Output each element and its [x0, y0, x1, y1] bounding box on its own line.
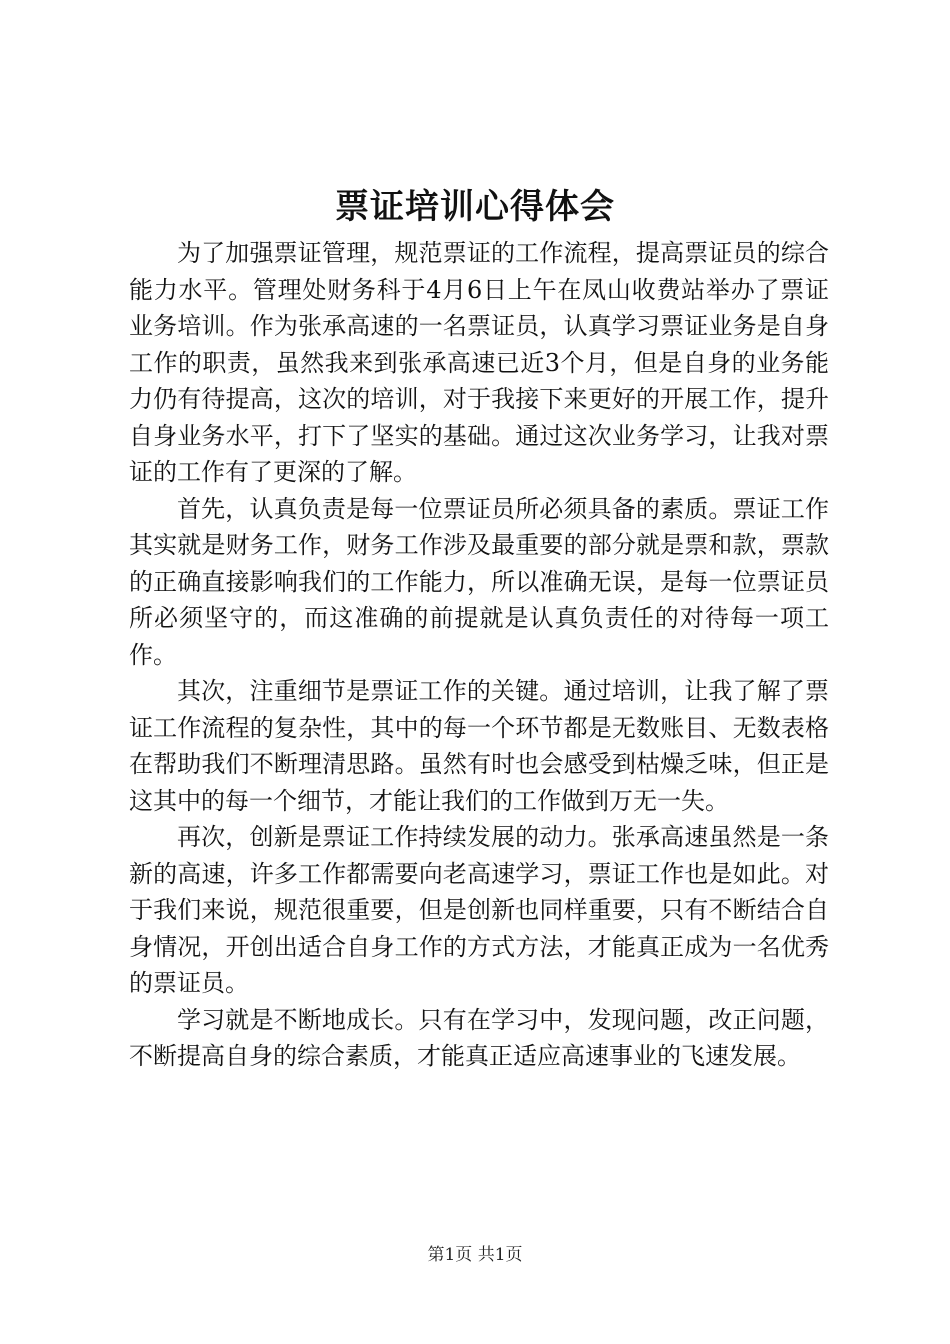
document-body — [129, 235, 829, 1075]
paragraph-conclusion: 学习就是不断地成长。只有在学习中，发现问题，改正问题，不断提高自身的综合素质，才能真正适应高速事业的飞速发展。 — [129, 1005, 829, 1070]
paragraph-intro: 为了加强票证管理，规范票证的工作流程，提高票证员的综合能力水平。管理处财务科于4月6日上午在凤山收费站举办了票证业务培训。作为张承高速的一名票证员，认真学习票证业务是自身工作的职责，虽然我来到张承高速已近3个月，但是自身的业务能力仍有待提高，这次的培训，对于我接下来更好的开展工作，提升自身业务水平，打下了坚实的基础。通过这次业务学习，让我对票证的工作有了更深的了解。 — [129, 239, 829, 486]
page-number-footer: 第1页 共1页 — [427, 1245, 523, 1265]
document-title: 票证培训心得体会 — [335, 187, 615, 227]
paragraph-responsibility: 首先，认真负责是每一位票证员所必须具备的素质。票证工作其实就是财务工作，财务工作涉及最重要的部分就是票和款，票款的正确直接影响我们的工作能力，所以准确无误，是每一位票证员所必须坚守的，而这准确的前提就是认真负责任的对待每一项工作。 — [129, 494, 829, 669]
paragraph-details: 其次，注重细节是票证工作的关键。通过培训，让我了解了票证工作流程的复杂性，其中的每一个环节都是无数账目、无数表格在帮助我们不断理清思路。虽然有时也会感受到枯燥乏味，但正是这其中的每一个细节，才能让我们的工作做到万无一失。 — [129, 677, 829, 815]
paragraph-innovation: 再次，创新是票证工作持续发展的动力。张承高速虽然是一条新的高速，许多工作都需要向老高速学习，票证工作也是如此。对于我们来说，规范很重要，但是创新也同样重要，只有不断结合自身情况，开创出适合自身工作的方式方法，才能真正成为一名优秀的票证员。 — [129, 823, 829, 997]
